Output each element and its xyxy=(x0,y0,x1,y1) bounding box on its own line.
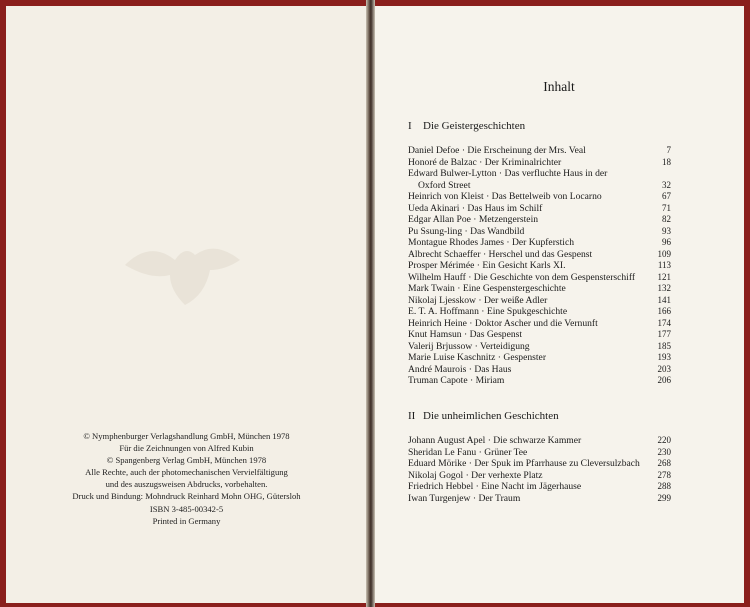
show-through-illustration xyxy=(115,225,245,315)
entry-author: Edward Bulwer-Lytton xyxy=(408,168,497,179)
entry-author: Prosper Mérimée xyxy=(408,260,475,271)
toc-entry xyxy=(408,157,671,169)
entry-page-number: 206 xyxy=(657,375,671,385)
entry-title xyxy=(408,226,524,238)
separator-dot: · xyxy=(476,156,485,168)
entry-author: Nikolaj Ljesskow xyxy=(408,294,476,306)
entry-page-number: 177 xyxy=(657,329,671,339)
entry-page-number: 174 xyxy=(657,317,671,328)
entry-author: Pu Ssung-ling xyxy=(408,225,463,237)
section-title: Die unheimlichen Geschichten xyxy=(423,410,559,422)
entry-title xyxy=(408,375,504,387)
imprint-line: © Spangenberg Verlag GmbH, München 1978 xyxy=(106,455,267,466)
toc-entry xyxy=(408,435,671,447)
entry-story: Der Traum xyxy=(478,492,521,504)
entry-title xyxy=(408,260,565,272)
entry-story: Das verfluchte Haus in der xyxy=(504,168,608,179)
entry-title xyxy=(408,237,574,249)
entry-page-number: 185 xyxy=(657,340,671,351)
separator-dot: · xyxy=(470,492,479,504)
imprint-block xyxy=(6,430,367,527)
toc-entry xyxy=(408,470,671,482)
entry-story: Herschel und das Gespenst xyxy=(488,248,593,260)
toc-entry xyxy=(408,493,671,505)
entry-title xyxy=(408,295,547,307)
entry-page-number: 82 xyxy=(662,214,671,224)
toc-entry xyxy=(408,352,671,364)
separator-dot: · xyxy=(459,145,468,156)
entry-author: Montague Rhodes James xyxy=(408,237,504,248)
separator-dot: · xyxy=(466,458,475,469)
toc-entry xyxy=(408,272,671,284)
entry-author: Valerij Brjussow xyxy=(408,340,473,352)
separator-dot: · xyxy=(466,317,475,329)
separator-dot: · xyxy=(476,446,485,458)
entry-page-number: 132 xyxy=(657,283,671,293)
entry-page-number: 299 xyxy=(657,492,671,503)
toc-entry xyxy=(408,145,671,157)
entry-title xyxy=(408,283,566,295)
entry-story: Der weiße Adler xyxy=(483,294,548,306)
separator-dot: · xyxy=(472,340,481,352)
imprint-line: Alle Rechte, auch der photomechanischen Vervielfältigung xyxy=(85,467,288,478)
toc-entry xyxy=(408,283,671,295)
entry-title xyxy=(408,447,527,459)
entry-author: Johann August Apel xyxy=(408,435,486,446)
entry-author: Iwan Turgenjew xyxy=(408,492,471,504)
toc-entry xyxy=(408,447,671,459)
entry-title xyxy=(408,341,530,353)
entry-story: Ein Gesicht Karls XI. xyxy=(482,260,566,271)
entry-page-number: 230 xyxy=(657,446,671,457)
separator-dot: · xyxy=(463,469,472,481)
toc-entry-list xyxy=(408,435,671,504)
toc-entry xyxy=(408,214,671,226)
toc-title: Inhalt xyxy=(543,79,575,94)
separator-dot: · xyxy=(478,306,487,317)
entry-title xyxy=(408,435,581,447)
entry-author: Edgar Allan Poe xyxy=(408,214,471,225)
entry-story: Die Erscheinung der Mrs. Veal xyxy=(467,145,586,156)
separator-dot: · xyxy=(475,294,484,306)
entry-author: Knut Hamsun xyxy=(408,329,462,340)
entry-author: André Maurois xyxy=(408,363,467,375)
toc-entry xyxy=(408,168,671,191)
entry-story: Der verhexte Platz xyxy=(471,469,543,481)
separator-dot: · xyxy=(485,435,494,446)
entry-story: Das Gespenst xyxy=(469,329,523,340)
entry-title xyxy=(408,214,538,226)
entry-author: Heinrich von Kleist xyxy=(408,191,484,202)
entry-page-number: 18 xyxy=(662,156,671,167)
separator-dot: · xyxy=(466,363,475,375)
entry-title xyxy=(408,191,602,203)
toc-entry xyxy=(408,318,671,330)
entry-story: Die schwarze Kammer xyxy=(493,435,582,446)
separator-dot: · xyxy=(496,168,505,179)
entry-title xyxy=(408,168,607,180)
section-number: I xyxy=(408,120,412,132)
entry-title xyxy=(408,157,561,169)
entry-story: Gespenster xyxy=(503,352,547,363)
entry-story: Verteidigung xyxy=(480,340,530,352)
entry-author: Heinrich Heine xyxy=(408,317,467,329)
entry-story: Eine Spukgeschichte xyxy=(486,306,568,317)
imprint-line: Für die Zeichnungen von Alfred Kubin xyxy=(119,443,254,454)
entry-story: Der Spuk im Pfarrhause zu Cleversulzbach xyxy=(474,458,640,469)
entry-title xyxy=(408,470,543,482)
entry-page-number: 121 xyxy=(657,271,671,282)
entry-page-number: 278 xyxy=(657,469,671,480)
toc-entry xyxy=(408,364,671,376)
entry-page-number: 288 xyxy=(657,481,671,491)
toc-entry xyxy=(408,481,671,493)
separator-dot: · xyxy=(480,248,489,260)
entry-page-number: 7 xyxy=(666,145,671,155)
entry-author: Nikolaj Gogol xyxy=(408,469,464,481)
entry-author: Marie Luise Kaschnitz xyxy=(408,352,496,363)
toc-entry xyxy=(408,203,671,215)
entry-page-number: 193 xyxy=(657,352,671,362)
separator-dot: · xyxy=(465,271,474,283)
entry-page-number: 96 xyxy=(662,237,671,247)
entry-story: Das Haus xyxy=(474,363,512,375)
entry-author: Truman Capote xyxy=(408,375,468,386)
entry-author: Sheridan Le Fanu xyxy=(408,446,477,458)
toc-entry xyxy=(408,295,671,307)
entry-story: Die Geschichte von dem Gespensterschiff xyxy=(473,271,636,283)
entry-page-number: 109 xyxy=(657,248,671,259)
entry-story: Eine Nacht im Jägerhause xyxy=(481,481,582,492)
entry-page-number: 220 xyxy=(657,435,671,445)
entry-story: Miriam xyxy=(475,375,505,386)
entry-page-number: 113 xyxy=(657,260,671,270)
section-title: Die Geistergeschichten xyxy=(423,120,526,132)
toc-entry xyxy=(408,249,671,261)
entry-author: Mark Twain xyxy=(408,283,455,294)
entry-page-number: 71 xyxy=(662,202,671,213)
entry-title xyxy=(408,458,640,470)
entry-story: Der Kupferstich xyxy=(511,237,575,248)
separator-dot: · xyxy=(503,237,512,248)
separator-dot: · xyxy=(473,481,482,492)
entry-title xyxy=(408,352,546,364)
separator-dot: · xyxy=(454,283,463,294)
entry-author: Eduard Mörike xyxy=(408,458,467,469)
entry-page-number: 203 xyxy=(657,363,671,374)
entry-author: Honoré de Balzac xyxy=(408,156,477,168)
toc-entry xyxy=(408,458,671,470)
entry-page-number: 166 xyxy=(657,306,671,316)
entry-story: Doktor Ascher und die Vernunft xyxy=(474,317,598,329)
separator-dot: · xyxy=(483,191,492,202)
entry-page-number: 32 xyxy=(662,179,671,190)
separator-dot: · xyxy=(462,225,471,237)
entry-title xyxy=(408,329,522,341)
toc-entry-list xyxy=(408,145,671,387)
section-heading xyxy=(408,410,559,422)
entry-story: Eine Gespenstergeschichte xyxy=(462,283,566,294)
entry-page-number: 67 xyxy=(662,191,671,201)
toc-entry xyxy=(408,329,671,341)
entry-author: Wilhelm Hauff xyxy=(408,271,466,283)
entry-story: Das Haus im Schilf xyxy=(467,202,543,214)
imprint-line: © Nymphenburger Verlagshandlung GmbH, München 1978 xyxy=(83,431,290,441)
section-number: II xyxy=(408,410,416,422)
entry-title xyxy=(408,145,586,157)
entry-title xyxy=(408,272,635,284)
separator-dot: · xyxy=(470,214,479,225)
entry-title xyxy=(408,249,592,261)
toc-entry xyxy=(408,375,671,387)
toc-entry xyxy=(408,341,671,353)
entry-author: E. T. A. Hoffmann xyxy=(408,306,479,317)
entry-author: Friedrich Hebbel xyxy=(408,481,474,492)
imprint-line: ISBN 3-485-00342-5 xyxy=(149,503,224,514)
entry-author: Albrecht Schaeffer xyxy=(408,248,481,260)
imprint-line: Druck und Bindung: Mohndruck Reinhard Mohn OHG, Gütersloh xyxy=(72,491,301,502)
entry-title xyxy=(408,481,581,493)
entry-story: Das Bettelweib von Locarno xyxy=(491,191,602,202)
entry-page-number: 268 xyxy=(657,458,671,468)
entry-author: Daniel Defoe xyxy=(408,145,460,156)
imprint-line: Printed in Germany xyxy=(152,515,221,526)
entry-page-number: 141 xyxy=(657,294,671,305)
entry-story: Der Kriminalrichter xyxy=(484,156,562,168)
separator-dot: · xyxy=(474,260,483,271)
entry-title xyxy=(408,318,598,330)
entry-author: Ueda Akinari xyxy=(408,202,460,214)
entry-page-number: 93 xyxy=(662,225,671,236)
toc-entry xyxy=(408,226,671,238)
toc-entry xyxy=(408,237,671,249)
show-through-title xyxy=(60,58,320,92)
entry-story: Grüner Tee xyxy=(484,446,528,458)
separator-dot: · xyxy=(459,202,468,214)
imprint-line: und des auszugsweisen Abdrucks, vorbehalten. xyxy=(105,479,268,490)
separator-dot: · xyxy=(495,352,504,363)
section-heading xyxy=(408,120,525,132)
toc-entry xyxy=(408,306,671,318)
entry-title xyxy=(408,306,567,318)
entry-story: Das Wandbild xyxy=(470,225,525,237)
separator-dot: · xyxy=(461,329,470,340)
toc-entry xyxy=(408,260,671,272)
entry-title xyxy=(408,493,520,505)
toc-entry xyxy=(408,191,671,203)
separator-dot: · xyxy=(467,375,476,386)
entry-story-continued: Oxford Street xyxy=(418,179,471,191)
entry-title xyxy=(408,364,511,376)
entry-title xyxy=(408,203,542,215)
entry-story: Metzengerstein xyxy=(478,214,539,225)
